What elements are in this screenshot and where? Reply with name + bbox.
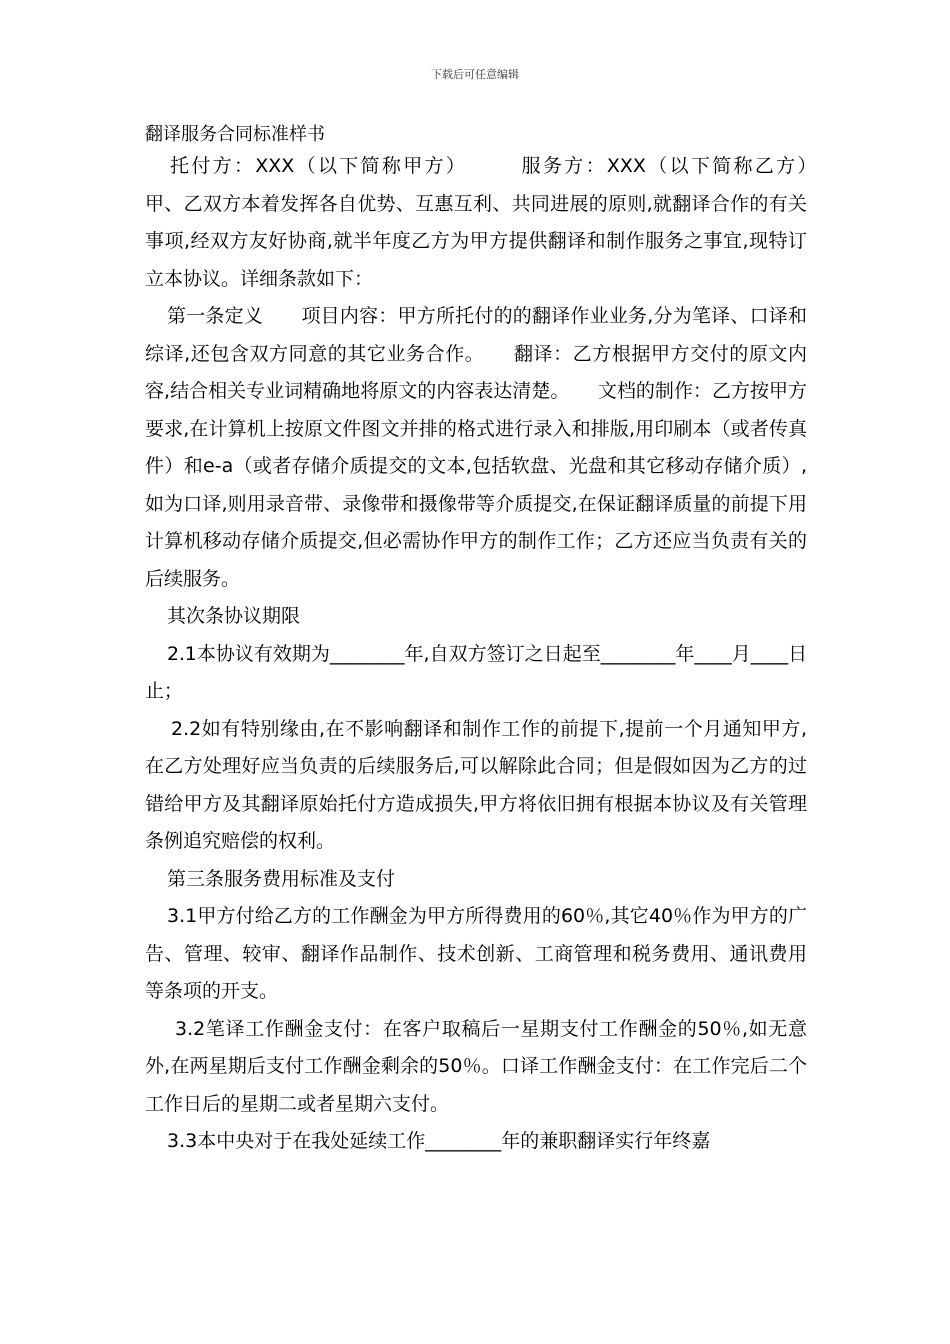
document-body bbox=[145, 122, 846, 1161]
paragraph-3-2: 3.2笔译工作酬金支付：在客户取稿后一星期支付工作酬金的50％,如无意外,在两星期后支付工作酬金剩余的50％。口译工作酬金支付：在工作完后二个工作日后的星期二或者星期六支付。 bbox=[145, 1017, 807, 1115]
paragraph-3-3: 3.3本中央对于在我处延续工作________年的兼职翻译实行年终嘉 bbox=[167, 1130, 711, 1152]
document-title: 翻译服务合同标准样书 bbox=[145, 124, 325, 145]
page-header: 下载后可任意编辑 bbox=[431, 68, 519, 81]
paragraph-2-2: 2.2如有特别缘由,在不影响翻译和制作工作的前提下,提前一个月通知甲方,在乙方处理好应当负责的后续服务后,可以解除此合同；但是假如因为乙方的过错给甲方及其翻译原始托付方造成损失,甲方将依旧拥有根据本协议及有关管理条例追究赔偿的权利。 bbox=[145, 717, 807, 852]
heading-article-3-fees: 第三条服务费用标准及支付 bbox=[167, 867, 396, 890]
paragraph-article-1-definitions: 第一条定义 项目内容：甲方所托付的的翻译作业业务,分为笔译、口译和综译,还包含双方同意的其它业务合作。 翻译：乙方根据甲方交付的原文内容,结合相关专业词精确地将原文的内容表达清楚。 文档的制作：乙方按甲方要求,在计算机上按原文件图文并排的格式进行录入和排版,用印刷本（或者传真件）和e-a（或者存储介质提交的文本,包括软盘、光盘和其它移动存储介质）,如为口译,则用录音带、录像带和摄像带等介质提交,在保证翻译质量的前提下用计算机移动存储介质提交,但必需协作甲方的制作工作；乙方还应当负责有关的后续服务。 bbox=[145, 305, 807, 590]
paragraph-parties: 托付方：XXX（以下简称甲方） 服务方：XXX（以下简称乙方） 甲、乙双方本着发挥各自优势、互惠互利、共同进展的原则,就翻译合作的有关事项,经双方友好协商,就半年度乙方为甲方提供翻译和制作服务之事宜,现特订立本协议。详细条款如下： bbox=[145, 155, 846, 290]
paragraph-3-1: 3.1甲方付给乙方的工作酬金为甲方所得费用的60％,其它40％作为甲方的广告、管理、较审、翻译作品制作、技术创新、工商管理和税务费用、通讯费用等条项的开支。 bbox=[145, 905, 807, 1002]
paragraph-2-1: 2.1本协议有效期为________年,自双方签订之日起至________年____月____日止； bbox=[145, 642, 807, 702]
heading-article-2-term: 其次条协议期限 bbox=[167, 605, 301, 627]
